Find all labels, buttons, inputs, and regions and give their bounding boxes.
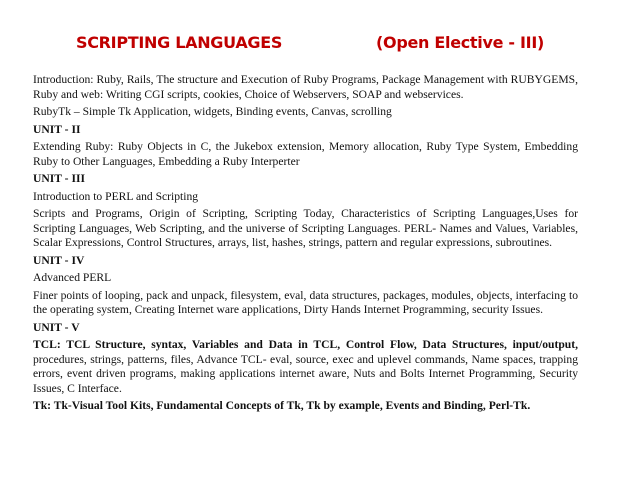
- unit4-body: Finer points of looping, pack and unpack, filesystem, eval, data structures, packages, modules, objects, interfacing to the operating system, Creating Internet ware applications, Dirty Hands Internet Programming, security Issues.: [33, 288, 578, 316]
- unit5-tcl: [33, 338, 578, 396]
- unit3-body: Scripts and Programs, Origin of Scripting, Scripting Today, Characteristics of Scripting Languages,Uses for Scripting Languages, Web Scripting, and the universe of Scripting Languages. PERL- Names and Values, Variables, Scalar Expressions, Control Structures, arrays, list, hashes, strings, pattern and regular expressions, subroutines.: [33, 207, 578, 249]
- unit5-tcl-bold: TCL: TCL Structure, syntax, Variables and Data in TCL, Control Flow, Data Structures, input/output,: [33, 338, 578, 351]
- unit4-subheading: Advanced PERL: [33, 271, 112, 284]
- unit2-body: Extending Ruby: Ruby Objects in C, the Jukebox extension, Memory allocation, Ruby Type System, Embedding Ruby to Other Languages, Embedding a Ruby Interperter: [33, 140, 578, 168]
- unit1-intro: Introduction: Ruby, Rails, The structure and Execution of Ruby Programs, Package Management with RUBYGEMS, Ruby and web: Writing CGI scripts, cookies, Choice of Webservers, SOAP and webservices.: [33, 73, 578, 101]
- unit3-heading: UNIT - III: [33, 172, 85, 185]
- unit2-heading: UNIT - II: [33, 122, 81, 136]
- unit5-tk: Tk: Tk-Visual Tool Kits, Fundamental Concepts of Tk, Tk by example, Events and Binding, Perl-Tk.: [33, 399, 531, 412]
- page-title: SCRIPTING LANGUAGES: [76, 33, 283, 52]
- unit4-heading: UNIT - IV: [33, 253, 85, 267]
- page-subtitle: (Open Elective - III): [376, 33, 544, 52]
- unit1-rubytk: RubyTk – Simple Tk Application, widgets, Binding events, Canvas, scrolling: [33, 105, 392, 118]
- unit5-heading: UNIT - V: [33, 320, 80, 334]
- unit5-tcl-rest: procedures, strings, patterns, files, Advance TCL- eval, source, exec and uplevel commands, Name spaces, trapping errors, event driven programs, making applications internet aware, Nuts and Bolts Internet Programming, Security Issues, C Interface.: [33, 352, 578, 395]
- syllabus-content: [33, 73, 578, 417]
- unit3-subheading: Introduction to PERL and Scripting: [33, 189, 199, 203]
